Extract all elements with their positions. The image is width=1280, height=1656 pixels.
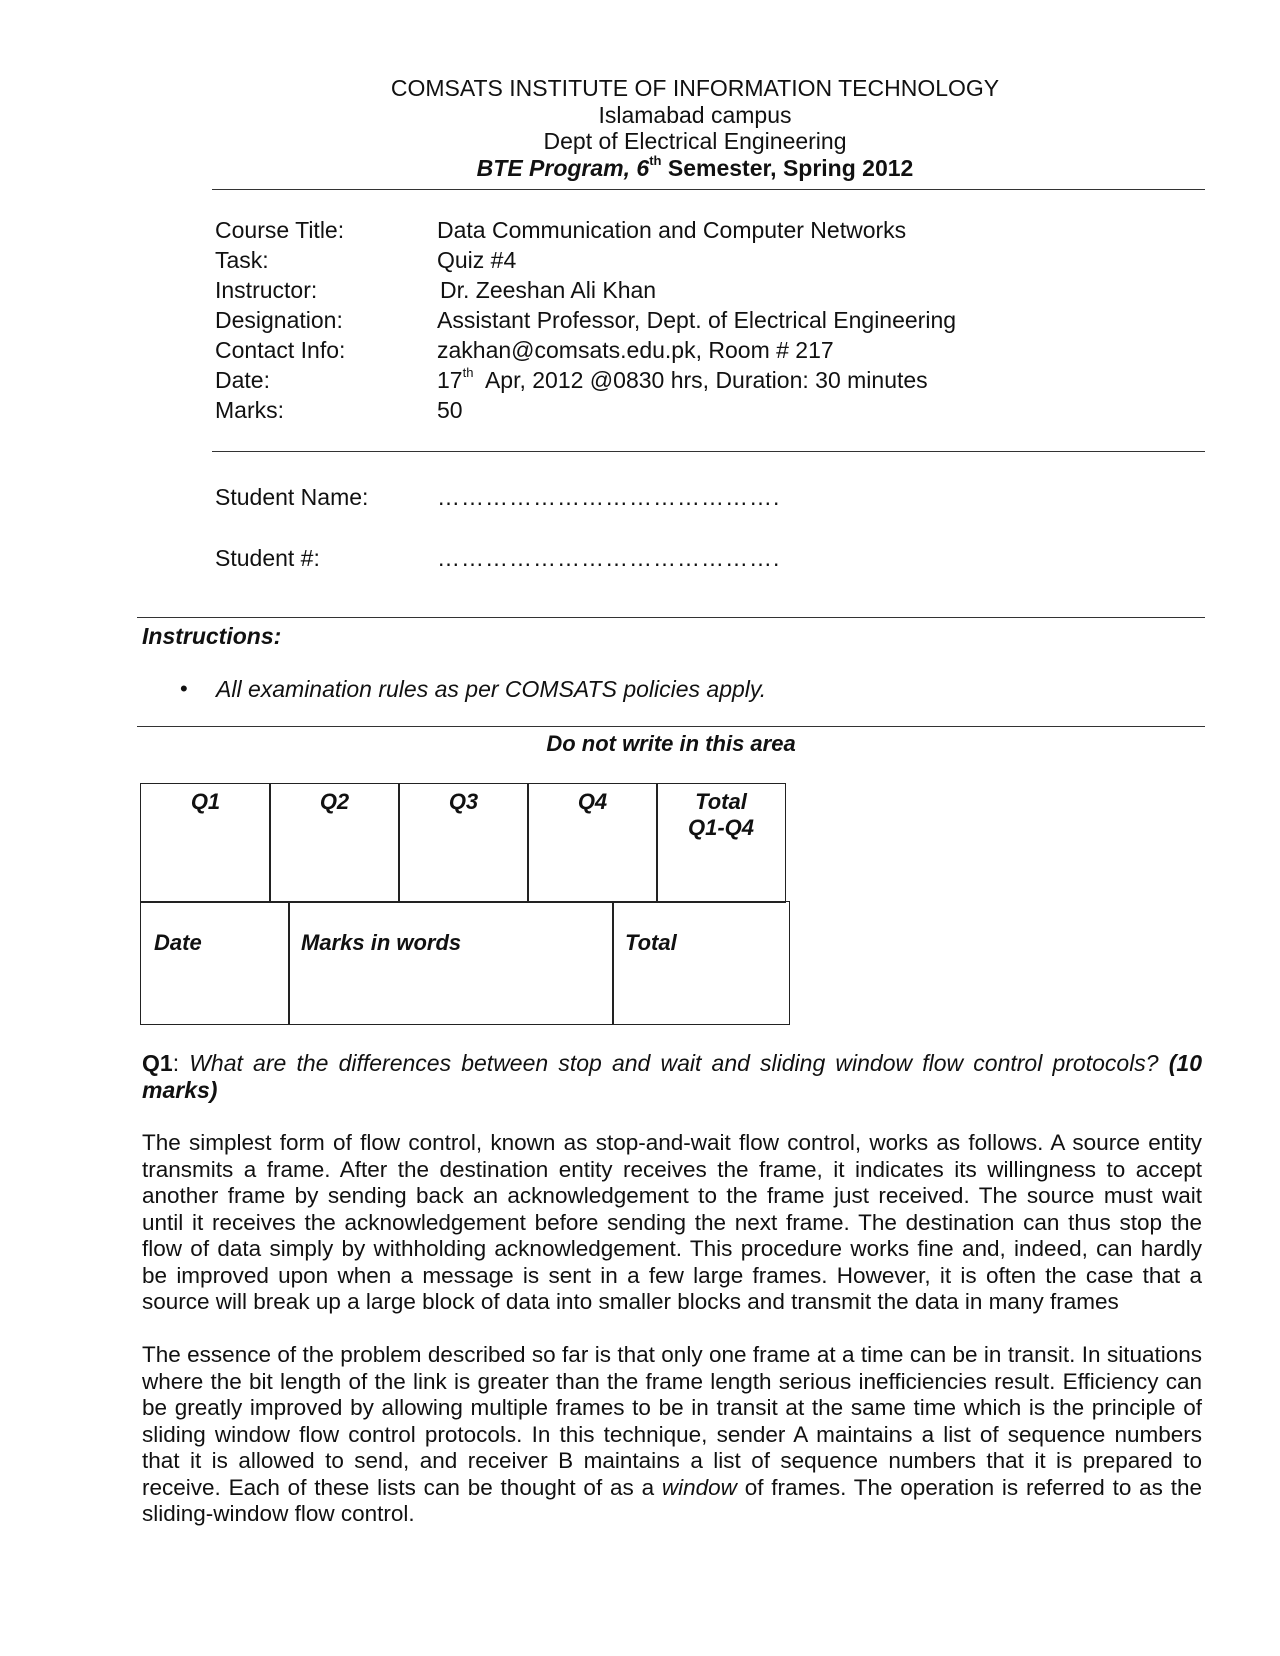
program-suffix: Semester, Spring 2012 [661,155,914,181]
answer-paragraph-1: The simplest form of flow control, known as stop-and-wait flow control, works as follows. A source entity transmits a frame. After the destination entity receives the frame, it indicates its willingness to accept another frame by sending back an acknowledgement to the frame just received. The source must wait until it receives the acknowledgement before sending the next frame. The destination can thus stop the flow of data simply by withholding acknowledgement. This procedure works fine and, indeed, can hardly be improved upon when a message is sent in a few large frames. However, it is often the case that a source will break up a large block of data into smaller blocks and transmit the data in many frames [142,1130,1202,1314]
q1-label: Q1 [190,789,221,814]
total-q1-q4-cell[interactable] [656,783,786,903]
question-1-marks: (10 marks) [142,1050,1202,1103]
student-divider [137,617,1205,618]
q2-label: Q2 [319,789,350,814]
q4-label: Q4 [577,789,608,814]
date-rest: Apr, 2012 @0830 hrs, Duration: 30 minutes [473,367,928,393]
total-label: Total [625,930,677,955]
answer-p2-part-b: of frames. The operation is referred to as the sliding-window flow control. [142,1474,1202,1526]
student-name-field[interactable]: ……………………………………. [437,484,781,510]
question-1-colon: : [172,1050,180,1076]
date-day: 17 [437,367,463,393]
q3-label: Q3 [448,789,479,814]
question-1-text: What are the differences between stop and wait and sliding window flow control protocols? [179,1050,1169,1076]
contact-label: Contact Info: [215,337,346,363]
date-cell-label: Date [154,930,202,955]
designation-label: Designation: [215,307,343,333]
marks-value: 50 [437,397,463,423]
designation-value: Assistant Professor, Dept. of Electrical Engineering [437,307,957,333]
date-cell[interactable] [140,901,290,1025]
date-sup: th [462,365,474,381]
program-sup: th [649,153,662,169]
answer-paragraph-2 [142,1342,1202,1528]
institute-name: COMSATS INSTITUTE OF INFORMATION TECHNOLOGY [390,75,1000,101]
question-1 [142,1050,1202,1103]
q1-score-cell[interactable] [140,783,271,903]
instructor-value: Dr. Zeeshan Ali Khan [440,277,657,303]
question-1-label: Q1 [142,1050,173,1076]
total-q1-q4-label-line2: Q1-Q4 [687,815,755,840]
marks-in-words-label: Marks in words [301,930,462,955]
program-line [55,155,1280,181]
answer-p2-part-a: The essence of the problem described so far is that only one frame at a time can be in transit. In situations where the bit length of the link is greater than the frame length serious inefficiencies result. Efficiency can be greatly improved by allowing multiple frames to be in transit at the same time which is the principle of sliding window flow control protocols. In this technique, sender A maintains a list of sequence numbers that it is allowed to send, and receiver B maintains a list of sequence numbers that it is prepared to receive. Each of these lists can be thought of as a [142,1342,1202,1500]
student-number-field[interactable]: ……………………………………. [437,545,781,571]
student-name-label: Student Name: [215,484,369,510]
marks-in-words-cell[interactable] [288,901,614,1025]
date-label: Date: [215,367,270,393]
instruction-item: All examination rules as per COMSATS policies apply. [216,676,767,702]
q4-score-cell[interactable] [527,783,658,903]
marks-label: Marks: [215,397,284,423]
campus-name: Islamabad campus [598,102,792,128]
answer-p2-window: window [661,1474,737,1500]
total-q1-q4-label-line1: Total [695,789,747,814]
program-prefix: BTE Program, 6 [476,155,650,181]
task-value: Quiz #4 [437,247,517,273]
total-cell[interactable] [612,901,790,1025]
instructor-label: Instructor: [215,277,318,303]
course-title-value: Data Communication and Computer Networks [437,217,907,243]
contact-value: zakhan@comsats.edu.pk, Room # 217 [437,337,834,363]
q2-score-cell[interactable] [269,783,400,903]
header-divider [212,189,1205,190]
student-number-label: Student #: [215,545,320,571]
course-title-label: Course Title: [215,217,345,243]
instructions-divider [137,726,1205,727]
department-name: Dept of Electrical Engineering [543,128,847,154]
bullet-icon: • [180,676,188,701]
grading-notice: Do not write in this area [546,731,796,756]
q3-score-cell[interactable] [398,783,529,903]
task-label: Task: [215,247,269,273]
instructions-heading: Instructions: [142,623,282,649]
date-value [437,365,928,395]
info-divider [212,451,1205,452]
